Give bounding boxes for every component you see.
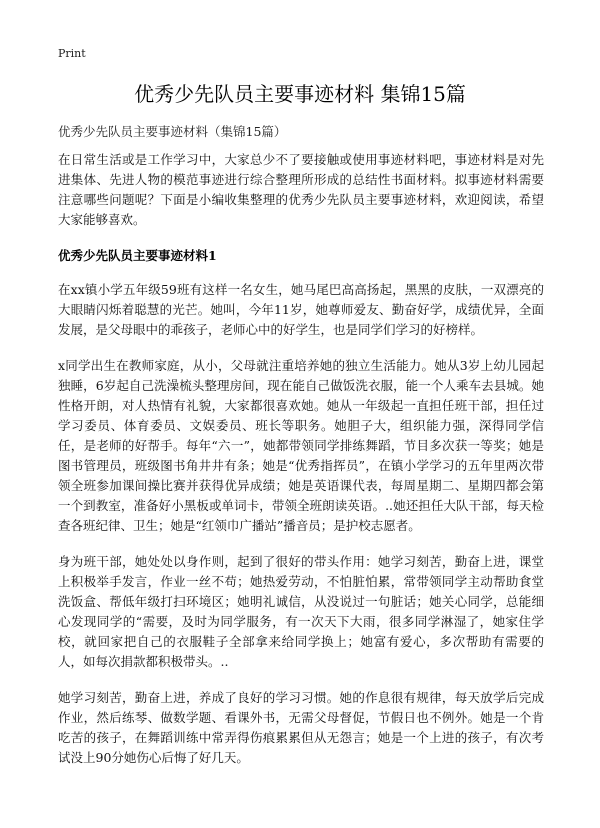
print-link[interactable]: Print [58, 47, 86, 60]
body-paragraph: 身为班干部，她处处以身作则，起到了很好的带头作用：她学习刻苦，勤奋上进，课堂上积极举手发言，作业一丝不苟；她热爱劳动，不怕脏怕累，常带领同学主动帮助食堂洗饭盒、帮低年级打扫环境区；她明礼诚信，从没说过一句脏话；她关心同学，总能细心发现同学的“需要，及时为同学服务，有一次天下大雨，很多同学淋湿了，她家住学校，就回家把自己的衣服鞋子全部拿来给同学换上；她富有爱心，多次帮助有需要的人，如每次捐款都积极带头。.. [58, 554, 544, 669]
body-paragraph: 在xx镇小学五年级59班有这样一名女生，她马尾巴高高扬起，黑黑的皮肤，一双漂亮的大眼睛闪烁着聪慧的光芒。她叫，今年11岁，她尊师爱友、勤奋好学，成绩优异，全面发展，是父母眼中的乖孩子，老师心中的好学生，也是同学们学习的好榜样。 [58, 282, 544, 337]
section-heading: 优秀少先队员主要事迹材料1 [58, 248, 217, 263]
document-body [58, 150, 544, 784]
document-subtitle: 优秀少先队员主要事迹材料（集锦15篇） [58, 124, 287, 139]
intro-paragraph: 在日常生活或是工作学习中，大家总少不了要接触或使用事迹材料吧，事迹材料是对先进集体、先进人物的模范事迹进行综合整理所形成的总结性书面材料。拟事迹材料需要注意哪些问题呢？下面是小编收集整理的优秀少先队员主要事迹材料，欢迎阅读，希望大家能够喜欢。 [58, 152, 544, 227]
body-paragraph: x同学出生在教师家庭，从小，父母就注重培养她的独立生活能力。她从3岁上幼儿园起独睡，6岁起自己洗澡梳头整理房间，现在能自己做饭洗衣服，能一个人乘车去县城。她性格开朗，对人热情有礼貌，大家都很喜欢她。她从一年级起一直担任班干部，担任过学习委员、体育委员、文娱委员、班长等职务。她胆子大，组织能力强，深得同学信任，是老师的好帮手。每年“六一”，她都带领同学排练舞蹈，节目多次获一等奖；她是图书管理员，班级图书角井井有条；她是“优秀指挥员”，在镇小学学习的五年里两次带领全班参加课间操比赛并获得优异成绩；她是英语课代表，每周星期二、星期四都会第一个到教室，准备好小黑板或单词卡，带领全班朗读英语。..她还担任大队干部，每天检查各班纪律、卫生；她是“红领巾广播站”播音员；是护校志愿者。 [58, 358, 544, 533]
document-title: 优秀少先队员主要事迹材料 集锦15篇 [134, 82, 466, 106]
body-paragraph: 她学习刻苦，勤奋上进，养成了良好的学习习惯。她的作息很有规律，每天放学后完成作业，然后练琴、做数学题、看课外书，无需父母督促，节假日也不例外。她是一个肯吃苦的孩子，在舞蹈训练中常弄得伤痕累累但从无怨言；她是一个上进的孩子，有次考试没上90分她伤心后悔了好几天。 [58, 690, 544, 765]
